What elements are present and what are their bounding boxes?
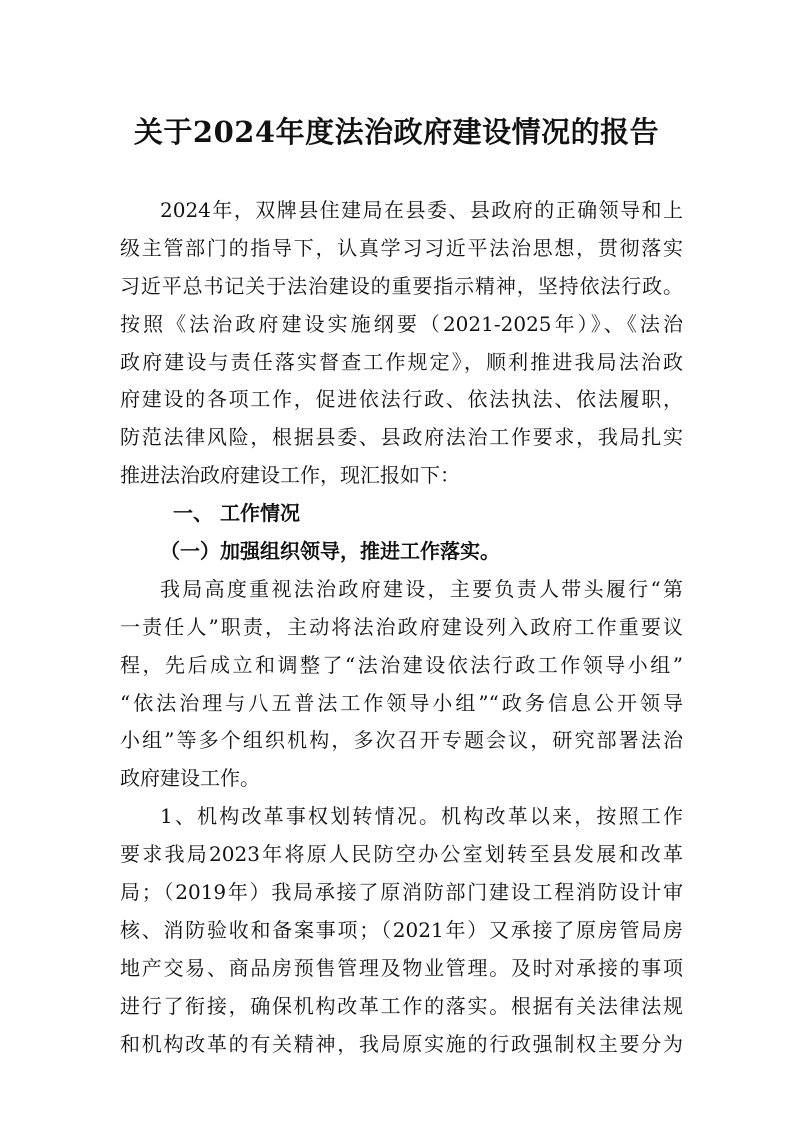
paragraph-line: “依法治理与八五普法工作领导小组”“政务信息公开领导	[120, 690, 683, 715]
paragraph-line: 局；（2019年）我局承接了原消防部门建设工程消防设计审	[120, 880, 683, 905]
intro-line: 2024年，双牌县住建局在县委、县政府的正确领导和上	[160, 198, 683, 222]
intro-line: 习近平总书记关于法治建设的重要指示精神，坚持依法行政。	[120, 273, 683, 298]
paragraph-line: 核、消防验收和备案事项；（2021年）又承接了原房管局房	[120, 917, 683, 942]
intro-line: 防范法律风险，根据县委、县政府法治工作要求，我局扎实	[120, 425, 683, 450]
intro-line: 推进法治政府建设工作，现汇报如下：	[120, 463, 460, 488]
paragraph-line: 1、机构改革事权划转情况。机构改革以来，按照工作	[160, 804, 683, 829]
paragraph-line: 要求我局2023年将原人民防空办公室划转至县发展和改革	[120, 842, 683, 867]
paragraph-line: 进行了衔接，确保机构改革工作的落实。根据有关法律法规	[120, 993, 683, 1018]
paragraph-line: 政府建设工作。	[120, 766, 260, 791]
paragraph-line: 我局高度重视法治政府建设，主要负责人带头履行“第	[160, 576, 683, 601]
intro-line: 府建设的各项工作，促进依法行政、依法执法、依法履职，	[120, 387, 683, 412]
paragraph-line: 地产交易、商品房预售管理及物业管理。及时对承接的事项	[120, 955, 683, 980]
paragraph-line: 和机构改革的有关精神，我局原实施的行政强制权主要分为	[120, 1031, 683, 1056]
paragraph-line: 小组”等多个组织机构，多次召开专题会议，研究部署法治	[120, 728, 683, 753]
paragraph-line: 程，先后成立和调整了“法治建设依法行政工作领导小组”	[120, 652, 683, 677]
paragraph-line: 一责任人”职责，主动将法治政府建设列入政府工作重要议	[120, 614, 683, 639]
subsection-heading: （一）加强组织领导，推进工作落实。	[160, 539, 500, 564]
document-body	[120, 192, 683, 1063]
section-heading: 一、 工作情况	[173, 501, 300, 526]
intro-line: 按照《法治政府建设实施纲要（2021-2025年）》、《法治	[120, 311, 683, 336]
intro-line: 级主管部门的指导下，认真学习习近平法治思想，贯彻落实	[120, 235, 683, 260]
document-title: 关于2024年度法治政府建设情况的报告	[133, 115, 660, 149]
intro-line: 政府建设与责任落实督查工作规定》，顺利推进我局法治政	[120, 349, 683, 374]
